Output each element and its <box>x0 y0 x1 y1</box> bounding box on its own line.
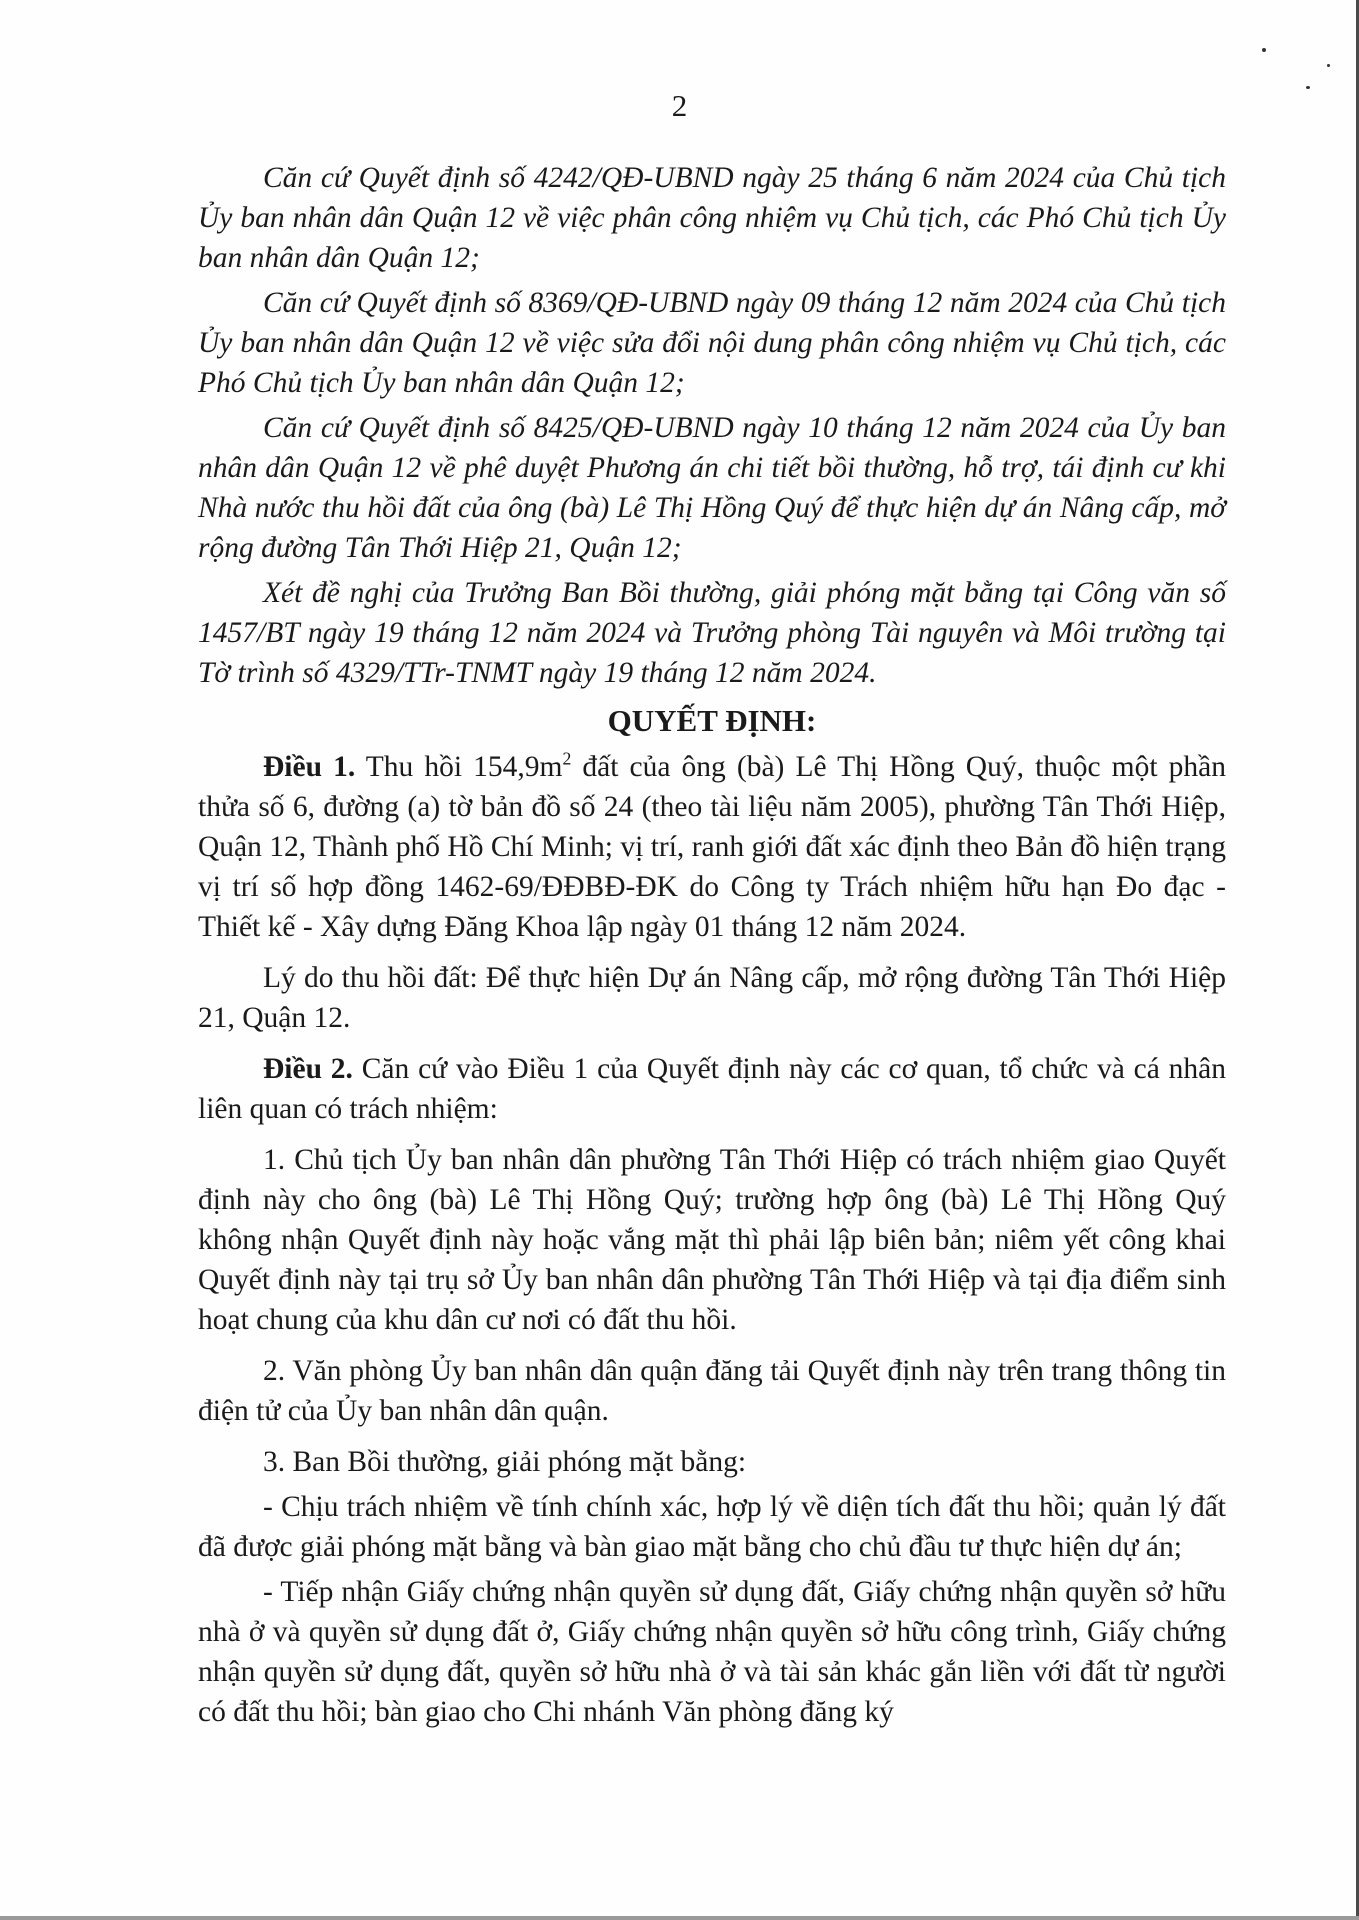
article-2-item-1: 1. Chủ tịch Ủy ban nhân dân phường Tân Thới Hiệp có trách nhiệm giao Quyết định này cho ông (bà) Lê Thị Hồng Quý; trường hợp ông (bà) Lê Thị Hồng Quý không nhận Quyết định này hoặc vắng mặt thì phải lập biên bản; niêm yết công khai Quyết định này tại trụ sở Ủy ban nhân dân phường Tân Thới Hiệp và tại địa điểm sinh hoạt chung của khu dân cư nơi có đất thu hồi. <box>198 1144 1226 1336</box>
article-1-text-a: Thu hồi 154,9m <box>355 751 563 783</box>
article-2 <box>198 1049 1226 1129</box>
article-1-reason: Lý do thu hồi đất: Để thực hiện Dự án Nâng cấp, mở rộng đường Tân Thới Hiệp 21, Quận 12. <box>198 962 1226 1034</box>
article-2-item-3: 3. Ban Bồi thường, giải phóng mặt bằng: <box>263 1446 747 1478</box>
article-2-text: Căn cứ vào Điều 1 của Quyết định này các cơ quan, tổ chức và cá nhân liên quan có trách nhiệm: <box>198 1053 1226 1125</box>
legal-basis-4: Xét đề nghị của Trưởng Ban Bồi thường, giải phóng mặt bằng tại Công văn số 1457/BT ngày 19 tháng 12 năm 2024 và Trưởng phòng Tài nguyên và Môi trường tại Tờ trình số 4329/TTr-TNMT ngày 19 tháng 12 năm 2024. <box>198 577 1226 689</box>
legal-basis-2: Căn cứ Quyết định số 8369/QĐ-UBND ngày 09 tháng 12 năm 2024 của Chủ tịch Ủy ban nhân dân Quận 12 về việc sửa đổi nội dung phân công nhiệm vụ Chủ tịch, các Phó Chủ tịch Ủy ban nhân dân Quận 12; <box>198 287 1226 399</box>
scan-speck <box>1327 64 1330 67</box>
page-number: 2 <box>671 88 688 123</box>
article-1 <box>198 747 1226 947</box>
scan-speck <box>1262 48 1266 52</box>
article-2-item-3-a: - Chịu trách nhiệm về tính chính xác, hợp lý về diện tích đất thu hồi; quản lý đất đã được giải phóng mặt bằng và bàn giao mặt bằng cho chủ đầu tư thực hiện dự án; <box>198 1491 1226 1563</box>
square-unit-sup: 2 <box>562 748 572 769</box>
article-2-item-2: 2. Văn phòng Ủy ban nhân dân quận đăng tải Quyết định này trên trang thông tin điện tử của Ủy ban nhân dân quận. <box>198 1355 1226 1427</box>
article-1-text-b: đất của ông (bà) Lê Thị Hồng Quý, thuộc một phần thửa số 6, đường (a) tờ bản đồ số 24 (theo tài liệu năm 2005), phường Tân Thới Hiệp, Quận 12, Thành phố Hồ Chí Minh; vị trí, ranh giới đất xác định theo Bản đồ hiện trạng vị trí số hợp đồng 1462-69/ĐĐBĐ-ĐK do Công ty Trách nhiệm hữu hạn Đo đạc - Thiết kế - Xây dựng Đăng Khoa lập ngày 01 tháng 12 năm 2024. <box>198 751 1227 943</box>
article-2-label: Điều 2. <box>263 1053 353 1085</box>
document-body <box>198 158 1226 1737</box>
decision-title: QUYẾT ĐỊNH: <box>607 703 817 738</box>
legal-basis-1: Căn cứ Quyết định số 4242/QĐ-UBND ngày 25 tháng 6 năm 2024 của Chủ tịch Ủy ban nhân dân Quận 12 về việc phân công nhiệm vụ Chủ tịch, các Phó Chủ tịch Ủy ban nhân dân Quận 12; <box>198 162 1226 274</box>
article-2-item-3-b: - Tiếp nhận Giấy chứng nhận quyền sử dụng đất, Giấy chứng nhận quyền sở hữu nhà ở và quyền sử dụng đất ở, Giấy chứng nhận quyền sở hữu công trình, Giấy chứng nhận quyền sử dụng đất, quyền sở hữu nhà ở và tài sản khác gắn liền với đất từ người có đất thu hồi; bàn giao cho Chi nhánh Văn phòng đăng ký <box>198 1576 1226 1728</box>
scan-edge-bottom <box>0 1916 1359 1920</box>
legal-basis-3: Căn cứ Quyết định số 8425/QĐ-UBND ngày 10 tháng 12 năm 2024 của Ủy ban nhân dân Quận 12 về phê duyệt Phương án chi tiết bồi thường, hỗ trợ, tái định cư khi Nhà nước thu hồi đất của ông (bà) Lê Thị Hồng Quý để thực hiện dự án Nâng cấp, mở rộng đường Tân Thới Hiệp 21, Quận 12; <box>198 412 1226 564</box>
article-1-label: Điều 1. <box>263 751 356 783</box>
